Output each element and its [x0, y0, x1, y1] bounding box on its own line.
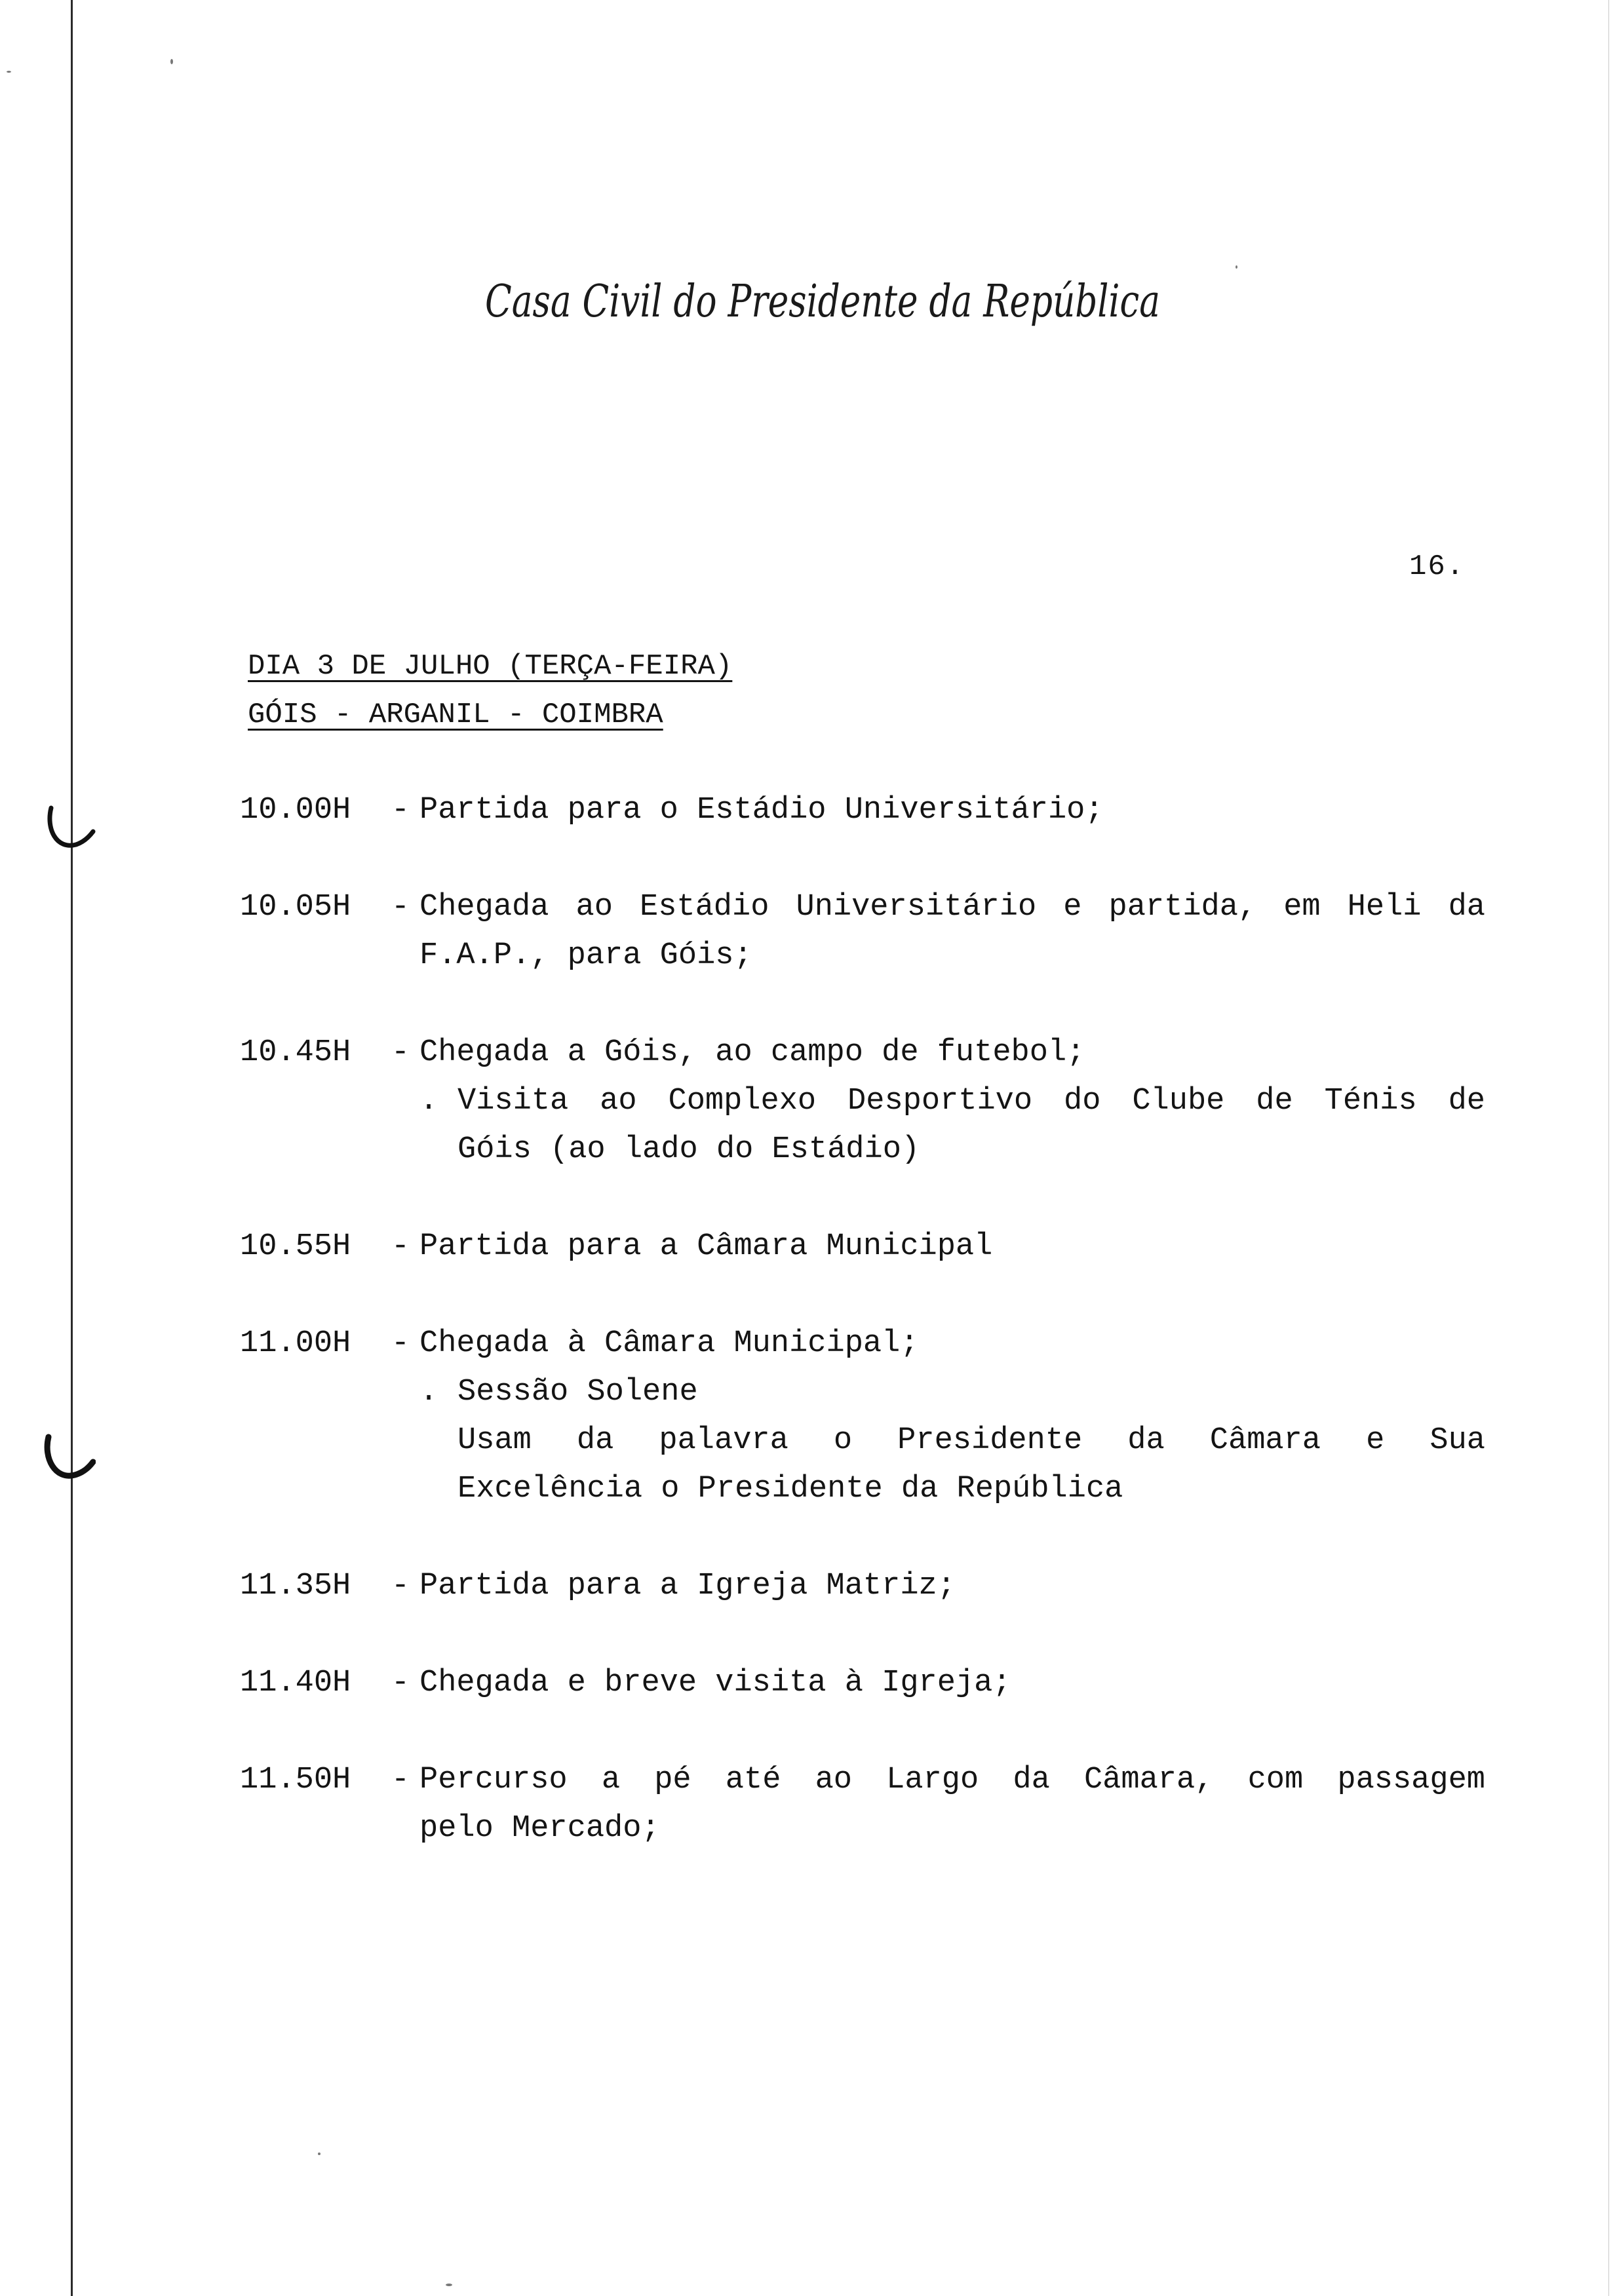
- entry-dash: -: [391, 1035, 410, 1070]
- letterhead-script: [485, 265, 1160, 337]
- punch-hole-mark-icon: [37, 803, 96, 862]
- entry-time: 10.00H: [240, 793, 351, 828]
- sub-item-line: Sessão Solene: [457, 1375, 698, 1409]
- scan-speck: [1236, 265, 1237, 269]
- entry-time: 10.55H: [240, 1229, 351, 1264]
- entry-dash: -: [391, 1326, 410, 1361]
- entry-text: Chegada à Câmara Municipal;: [419, 1326, 919, 1361]
- entry-time: 11.35H: [240, 1569, 351, 1603]
- sub-bullet: .: [419, 1084, 438, 1119]
- entry-dash: -: [391, 793, 410, 828]
- entry-sub-item: [419, 1077, 1485, 1174]
- page-edge-line: [1608, 0, 1609, 2296]
- scan-speck: [318, 2152, 321, 2155]
- schedule-list: [240, 786, 1485, 1902]
- page-number: 16.: [1409, 550, 1466, 583]
- sub-item-text: [457, 1077, 1485, 1174]
- scan-speck: [446, 2284, 452, 2286]
- entry-sub-item: [419, 1368, 1485, 1514]
- sub-item-line: Visita ao Complexo Desportivo do Clube de Ténis de: [457, 1084, 1485, 1119]
- entry-text: Chegada e breve visita à Igreja;: [419, 1666, 1011, 1700]
- entry-body: [419, 786, 1485, 835]
- schedule-entry: [240, 1756, 1485, 1853]
- entry-body: [419, 1320, 1485, 1514]
- binding-edge-line: [71, 0, 73, 2296]
- letterhead: [485, 265, 1160, 337]
- entry-dash: -: [391, 1666, 410, 1700]
- schedule-entry: [240, 786, 1485, 835]
- schedule-entry: [240, 1029, 1485, 1174]
- sub-bullet: .: [419, 1375, 438, 1409]
- entry-text: Partida para a Câmara Municipal: [419, 1229, 993, 1264]
- entry-text: Percurso a pé até ao Largo da Câmara, com passagem: [419, 1763, 1485, 1797]
- schedule-entry: [240, 883, 1485, 980]
- entry-dash: -: [391, 1763, 410, 1797]
- entry-time: 10.05H: [240, 890, 351, 925]
- sub-item-line: Góis (ao lado do Estádio): [457, 1132, 920, 1167]
- entry-body: [419, 1659, 1485, 1708]
- entry-dash: -: [391, 1569, 410, 1603]
- entry-text: Chegada ao Estádio Universitário e partida, em Heli da: [419, 890, 1485, 925]
- entry-body: [419, 1756, 1485, 1853]
- scan-speck: [170, 59, 173, 64]
- entry-text: F.A.P., para Góis;: [419, 938, 752, 973]
- entry-dash: -: [391, 890, 410, 925]
- entry-body: [419, 1562, 1485, 1611]
- entry-body: [419, 883, 1485, 980]
- schedule-entry: [240, 1223, 1485, 1271]
- scan-speck: [7, 71, 11, 73]
- sub-item-line: Excelência o Presidente da República: [457, 1472, 1123, 1506]
- entry-dash: -: [391, 1229, 410, 1264]
- punch-hole-mark-icon: [37, 1432, 96, 1491]
- schedule-entry: [240, 1659, 1485, 1708]
- schedule-entry: [240, 1562, 1485, 1611]
- entry-text: Partida para o Estádio Universitário;: [419, 793, 1104, 828]
- letterhead-text: Casa Civil do Presidente da República: [485, 276, 1160, 328]
- entry-text: Partida para a Igreja Matriz;: [419, 1569, 956, 1603]
- sub-item-line: Usam da palavra o Presidente da Câmara e Sua: [457, 1423, 1485, 1458]
- entry-text: Chegada a Góis, ao campo de futebol;: [419, 1035, 1085, 1070]
- title-block: [248, 642, 732, 739]
- entry-text: pelo Mercado;: [419, 1811, 660, 1846]
- sub-item-text: [457, 1368, 1485, 1514]
- entry-body: [419, 1029, 1485, 1174]
- entry-time: 11.00H: [240, 1326, 351, 1361]
- route-heading: GÓIS - ARGANIL - COIMBRA: [248, 698, 663, 731]
- entry-time: 11.50H: [240, 1763, 351, 1797]
- schedule-entry: [240, 1320, 1485, 1514]
- entry-time: 10.45H: [240, 1035, 351, 1070]
- day-heading: DIA 3 DE JULHO (TERÇA-FEIRA): [248, 650, 733, 683]
- entry-body: [419, 1223, 1485, 1271]
- entry-time: 11.40H: [240, 1666, 351, 1700]
